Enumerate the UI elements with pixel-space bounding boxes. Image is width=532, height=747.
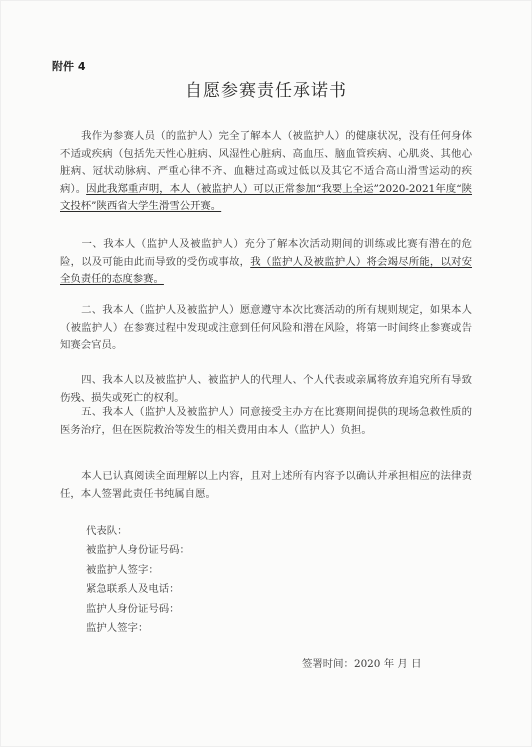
paragraph-risk-awareness — [60, 236, 472, 289]
sign-date: 签署时间：2020 年 月 日 — [302, 658, 422, 670]
paragraph-rules-compliance — [60, 302, 472, 355]
paragraph-rules-text: 二、我本人（监护人及被监护人）愿意遵守本次比赛活动的所有规则规定，如果本人（被监护人）在参赛过程中发现或注意到任何风险和潜在风险，将第一时间终止参赛或告知赛会官员。 — [60, 304, 472, 351]
paragraph-confirmation — [60, 468, 472, 503]
field-emergency-contact: 紧急联系人及电话： — [86, 583, 180, 596]
paragraph-waiver — [60, 372, 472, 407]
paragraph-risk-underlined: 我（监护人及被监护人）将会竭尽所能，以对安全负责任的态度参赛。 — [60, 255, 472, 285]
attachment-label: 附件 4 — [52, 60, 86, 73]
paragraph-risk-text: 一、我本人（监护人及被监护人）充分了解本次活动期间的训练或比赛有潜在的危险，以及可能由此而导致的受伤或事故， — [60, 238, 472, 268]
signature-fields — [86, 522, 190, 638]
paragraph-confirmation-text: 本人已认真阅读全面理解以上内容，且对上述所有内容予以确认并承担相应的法律责任，本人签署此责任书纯属自愿。 — [60, 470, 472, 500]
field-team: 代表队： — [86, 525, 128, 537]
document-title: 自愿参赛责任承诺书 — [185, 81, 347, 101]
paragraph-waiver-text: 四、我本人以及被监护人、被监护人的代理人、个人代表或亲属将放弃追究所有导致伤残、损失或死亡的权利。 — [60, 374, 472, 404]
paragraph-health-text: 我作为参赛人员（的监护人）完全了解本人（被监护人）的健康状况，没有任何身体不适或疾病（包括先天性心脏病、风湿性心脏病、高血压、脑血管疾病、心肌炎、其他心脏病、冠状动脉病、严重心律不齐、血糖过高或过低以及其它不适合高山滑雪运动的疾病）。 — [60, 130, 472, 195]
field-guardian-signature: 监护人签字： — [86, 621, 149, 634]
paragraph-medical — [60, 404, 472, 439]
paragraph-medical-text: 五、我本人（监护人及被监护人）同意接受主办方在比赛期间提供的现场急救性质的医务治疗，但在医院救治等发生的相关费用由本人（监护人）负担。 — [60, 406, 472, 436]
field-guardian-id: 监护人身份证号码： — [86, 602, 180, 615]
field-ward-signature: 被监护人签字： — [86, 563, 159, 576]
field-ward-id: 被监护人身份证号码： — [86, 544, 190, 557]
paragraph-health-underlined: 因此我郑重声明，本人（被监护人）可以正常参加“我要上全运”2020-2021年度“陕文投杯”陕西省大学生滑雪公开赛。 — [60, 182, 472, 212]
paragraph-health-declaration — [60, 128, 472, 216]
